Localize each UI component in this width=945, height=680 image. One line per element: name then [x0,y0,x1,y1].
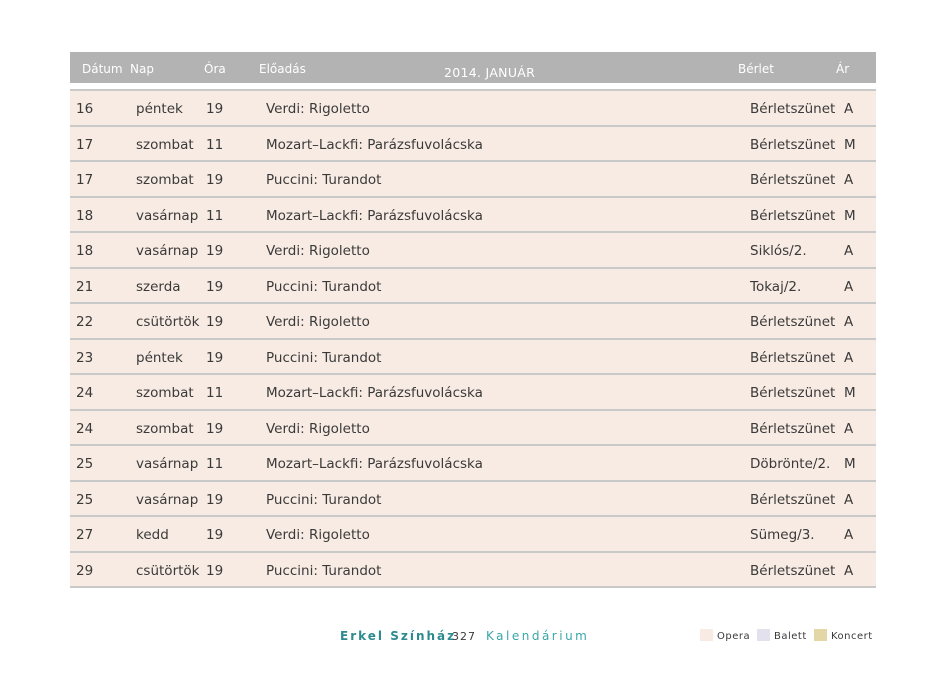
cell-price: A [844,172,854,188]
cell-date: 17 [76,136,94,153]
cell-date: 18 [76,243,94,259]
header-day: Nap [130,62,154,76]
cell-title: Mozart–Lackfi: Parázsfuvolácska [266,385,483,401]
cell-day: szombat [136,172,194,188]
cell-date: 21 [76,278,94,295]
cell-day: vasárnap [136,243,199,259]
cell-day: vasárnap [136,207,199,224]
cell-day: péntek [136,101,183,117]
cell-title: Mozart–Lackfi: Parázsfuvolácska [266,207,483,224]
cell-title: Puccini: Turandot [266,278,382,295]
cell-date: 17 [76,172,94,188]
header-month: 2014. JANUÁR [444,65,536,80]
cell-title: Mozart–Lackfi: Parázsfuvolácska [266,456,483,472]
table-row [70,91,876,127]
cell-date: 27 [76,527,94,543]
cell-date: 18 [76,207,94,224]
header-price: Ár [836,62,850,76]
cell-date: 23 [76,349,94,366]
cell-price: M [844,456,856,472]
cell-price: M [844,207,856,224]
section-name: Kalendárium [486,629,590,643]
header-subscription: Bérlet [738,62,774,76]
page-number: 327 [452,630,476,643]
cell-price: A [844,101,854,117]
cell-time: 19 [206,491,224,508]
venue-name: Erkel Színház [340,629,457,643]
cell-date: 24 [76,385,94,401]
table-row [70,482,876,518]
legend-label-opera: Opera [717,631,751,642]
table-row [70,127,876,163]
cell-day: kedd [136,527,169,543]
cell-title: Puccini: Turandot [266,491,382,508]
cell-title: Puccini: Turandot [266,562,382,579]
cell-title: Verdi: Rigoletto [266,101,370,117]
cell-subscription: Bérletszünet [750,562,836,579]
cell-time: 19 [206,243,224,259]
cell-price: M [844,385,856,401]
cell-price: M [844,136,856,153]
table-header [70,52,876,83]
cell-title: Mozart–Lackfi: Parázsfuvolácska [266,136,483,153]
cell-time: 11 [206,136,224,153]
cell-day: szerda [136,278,181,295]
header-time: Óra [204,62,226,76]
header-divider [70,83,876,91]
cell-subscription: Siklós/2. [750,243,807,259]
cell-title: Puccini: Turandot [266,349,382,366]
table-body [70,91,876,588]
table-row [70,162,876,198]
cell-subscription: Bérletszünet [750,349,836,366]
table-row [70,198,876,234]
table-row [70,269,876,305]
table-row [70,517,876,553]
page-footer [0,628,945,648]
header-date: Dátum [82,62,123,76]
calendar-table [70,52,876,588]
cell-subscription: Döbrönte/2. [750,456,831,472]
cell-subscription: Bérletszünet [750,136,836,153]
cell-subscription: Sümeg/3. [750,527,815,543]
cell-day: vasárnap [136,491,199,508]
cell-time: 19 [206,527,224,543]
legend-swatch-balett [757,629,770,641]
cell-subscription: Bérletszünet [750,314,836,330]
cell-day: vasárnap [136,456,199,472]
cell-price: A [844,349,854,366]
cell-date: 16 [76,101,94,117]
cell-time: 19 [206,420,224,437]
table-row [70,446,876,482]
legend-label-koncert: Koncert [831,631,873,642]
cell-time: 19 [206,314,224,330]
cell-date: 25 [76,491,94,508]
legend-swatch-koncert [814,629,827,641]
cell-price: A [844,527,854,543]
cell-date: 22 [76,314,94,330]
cell-time: 19 [206,349,224,366]
table-row [70,553,876,589]
table-row [70,411,876,447]
cell-subscription: Bérletszünet [750,385,836,401]
cell-price: A [844,314,854,330]
table-row [70,375,876,411]
cell-day: csütörtök [136,314,200,330]
cell-time: 11 [206,207,224,224]
cell-date: 24 [76,420,94,437]
cell-title: Puccini: Turandot [266,172,382,188]
cell-title: Verdi: Rigoletto [266,420,370,437]
table-row [70,340,876,376]
legend-label-balett: Balett [774,631,807,642]
cell-subscription: Bérletszünet [750,420,836,437]
cell-time: 19 [206,101,224,117]
cell-subscription: Bérletszünet [750,172,836,188]
cell-subscription: Tokaj/2. [750,278,802,295]
cell-subscription: Bérletszünet [750,207,836,224]
cell-day: péntek [136,349,183,366]
cell-price: A [844,420,854,437]
cell-price: A [844,562,854,579]
cell-date: 25 [76,456,94,472]
cell-price: A [844,278,854,295]
cell-title: Verdi: Rigoletto [266,243,370,259]
cell-title: Verdi: Rigoletto [266,314,370,330]
legend-swatch-opera [700,629,713,641]
table-row [70,233,876,269]
cell-subscription: Bérletszünet [750,491,836,508]
cell-day: szombat [136,420,194,437]
cell-day: szombat [136,136,194,153]
cell-title: Verdi: Rigoletto [266,527,370,543]
cell-time: 19 [206,278,224,295]
cell-date: 29 [76,562,94,579]
cell-time: 19 [206,172,224,188]
cell-subscription: Bérletszünet [750,101,836,117]
cell-price: A [844,243,854,259]
cell-time: 11 [206,456,224,472]
cell-time: 19 [206,562,224,579]
header-title: Előadás [259,62,306,76]
cell-day: szombat [136,385,194,401]
cell-day: csütörtök [136,562,200,579]
cell-price: A [844,491,854,508]
cell-time: 11 [206,385,224,401]
table-row [70,304,876,340]
